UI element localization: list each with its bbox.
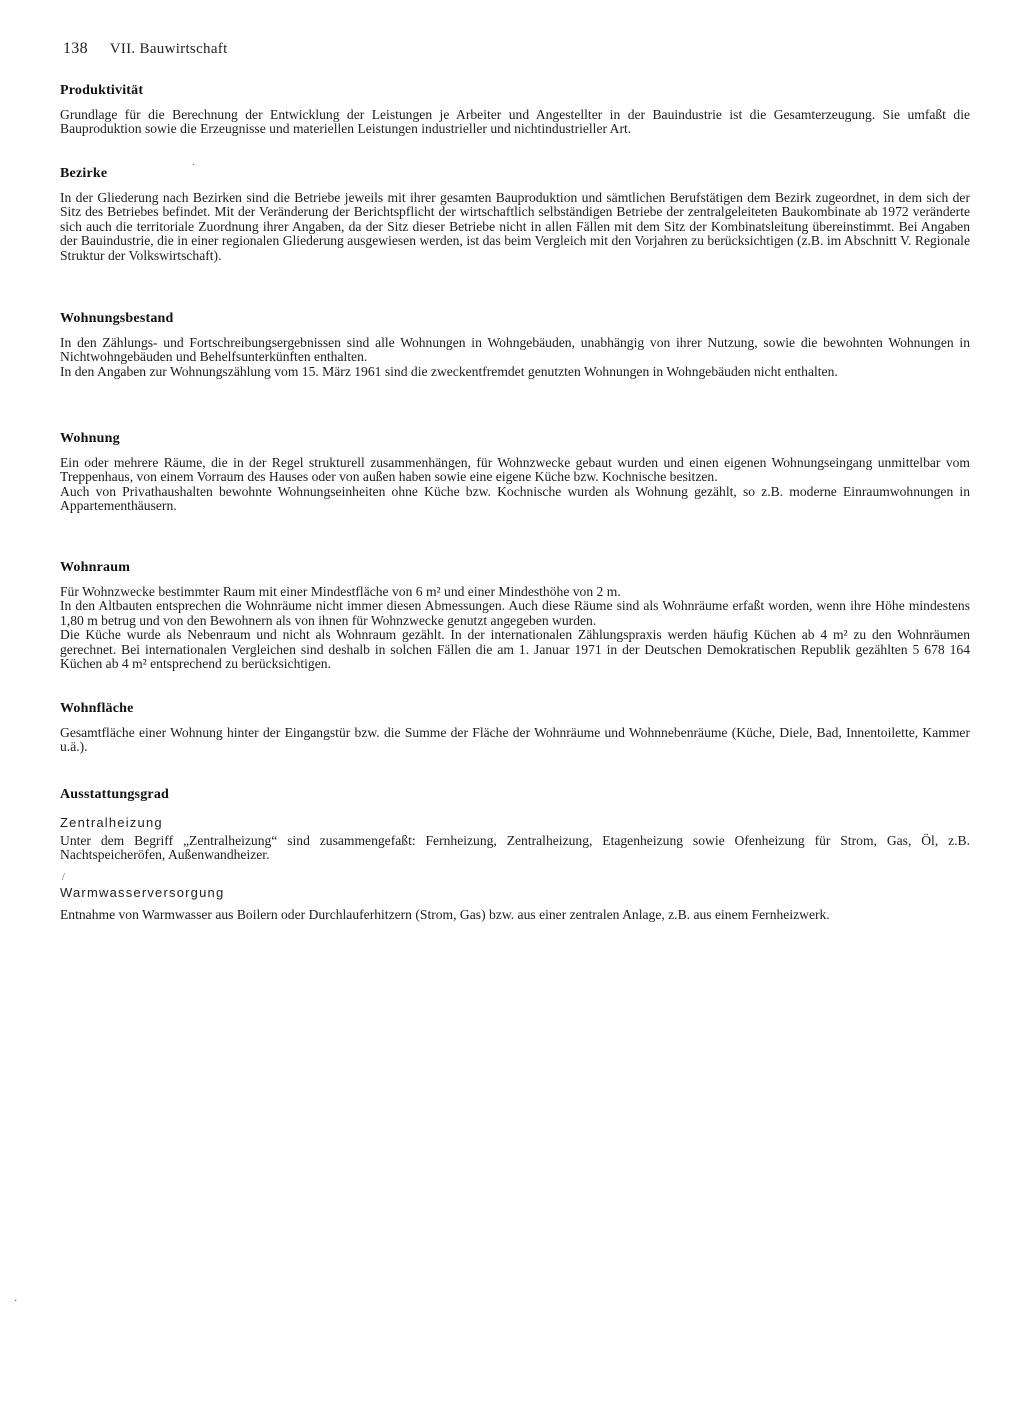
paragraph: Entnahme von Warmwasser aus Boilern oder Durchlauferhitzern (Strom, Gas) bzw. aus einer zentralen Anlage, z.B. aus einem Fernheizwerk. (60, 906, 830, 922)
section-heading: Wohnung (60, 431, 120, 446)
section-heading: Ausstattungsgrad (60, 787, 169, 802)
paragraph: In der Gliederung nach Bezirken sind die Betriebe jeweils mit ihrer gesamten Bauproduktion und sämtlichen Berufstätigen dem Bezirk zugeordnet, in dem sich der Sitz des Betriebes befindet. Mit der Veränderung der Berichtspflicht der wirtschaftlich selbständigen Betriebe der zentralgeleiteten Baukombinate ab 1972 veränderte sich auch die territoriale Zuordnung ihrer Angaben, da der Sitz dieser Betriebe nicht in allen Fällen mit dem Sitz der Kombinatsleitung übereinstimmt. Bei Angaben der Bauindustrie, die in einer regionalen Gliederung ausgewiesen werden, ist das beim Vergleich mit den Vorjahren zu berücksichtigen (z.B. im Abschnitt V. Regionale Struktur der Volkswirtschaft). (60, 190, 970, 263)
section-heading: Wohnfläche (60, 701, 134, 716)
subsection-zentralheizung (60, 815, 970, 863)
section-heading: Bezirke (60, 166, 108, 181)
paragraph: Unter dem Begriff „Zentralheizung“ sind zusammengefaßt: Fernheizung, Zentralheizung, Etagenheizung sowie Ofenheizung für Strom, Gas, Öl, z.B. Nachtspeicheröfen, Außenwandheizer. (60, 833, 970, 863)
section-heading: Wohnungsbestand (60, 311, 174, 326)
paragraph: Die Küche wurde als Nebenraum und nicht als Wohnraum gezählt. In der internationalen Zählungspraxis werden häufig Küchen ab 4 m² zu den Wohnräumen gerechnet. Bei internationalen Vergleichen sind deshalb in solchen Fällen die am 1. Januar 1971 in der Deutschen Demokratischen Republik gezählten 5 678 164 Küchen ab 4 m² entsprechend zu berücksichtigen. (60, 627, 970, 672)
subsection-warmwasser (60, 885, 970, 922)
paragraph: Grundlage für die Berechnung der Entwicklung der Leistungen je Arbeiter und Angestellter in der Bauindustrie ist die Gesamterzeugung. Sie umfaßt die Bauproduktion sowie die Erzeugnisse und materiellen Leistungen industrieller und nichtindustrieller Art. (60, 107, 970, 137)
paragraph: In den Zählungs- und Fortschreibungsergebnissen sind alle Wohnungen in Wohngebäuden, unabhängig von ihrer Nutzung, sowie die bewohnten Wohnungen in Nichtwohngebäuden und Behelfsunterkünften enthalten. (60, 335, 970, 365)
section-bezirke (60, 166, 970, 263)
section-wohnraum (60, 560, 970, 671)
section-heading: Wohnraum (60, 560, 131, 575)
section-ausstattungsgrad (60, 787, 970, 922)
scan-speck: / (62, 872, 65, 883)
paragraph: Ein oder mehrere Räume, die in der Regel strukturell zusammenhängen, für Wohnzwecke gebaut wurden und einen eigenen Wohnungseingang unmittelbar vom Treppenhaus, von einem Vorraum des Hauses oder von außen haben sowie eine eigene Küche bzw. Kochnische besitzen. (60, 455, 970, 485)
paragraph: In den Angaben zur Wohnungszählung vom 15. März 1961 sind die zweckentfremdet genutzten Wohnungen in Wohngebäuden nicht enthalten. (60, 363, 838, 379)
page-number: 138 (63, 40, 88, 57)
subheading: Zentralheizung (60, 815, 163, 830)
subheading: Warmwasserversorgung (60, 884, 225, 900)
paragraph: Für Wohnzwecke bestimmter Raum mit einer Mindestfläche von 6 m² und einer Mindesthöhe von 2 m. (60, 584, 621, 599)
section-wohnflaeche (60, 701, 970, 755)
section-produktivitaet (60, 83, 970, 137)
section-wohnung (60, 431, 970, 514)
scan-speck: · (14, 1296, 18, 1307)
section-wohnungsbestand (60, 311, 970, 379)
paragraph: In den Altbauten entsprechen die Wohnräume nicht immer diesen Abmessungen. Auch diese Räume sind als Wohnräume erfaßt worden, wenn ihre Höhe mindestens 1,80 m betrug und von den Bewohnern als von ihnen für Wohnzwecke genutzt angegeben wurden. (60, 598, 970, 628)
paragraph: Gesamtfläche einer Wohnung hinter der Eingangstür bzw. die Summe der Fläche der Wohnräume und Wohnnebenräume (Küche, Diele, Bad, Innentoilette, Kammer u.ä.). (60, 725, 970, 755)
scan-speck: · (192, 160, 196, 171)
section-heading: Produktivität (60, 83, 144, 98)
page-header (63, 40, 228, 58)
paragraph: Auch von Privathaushalten bewohnte Wohnungseinheiten ohne Küche bzw. Kochnische wurden als Wohnung gezählt, so z.B. moderne Einraumwohnungen in Appartementhäusern. (60, 483, 970, 514)
chapter-title: VII. Bauwirtschaft (109, 41, 228, 57)
